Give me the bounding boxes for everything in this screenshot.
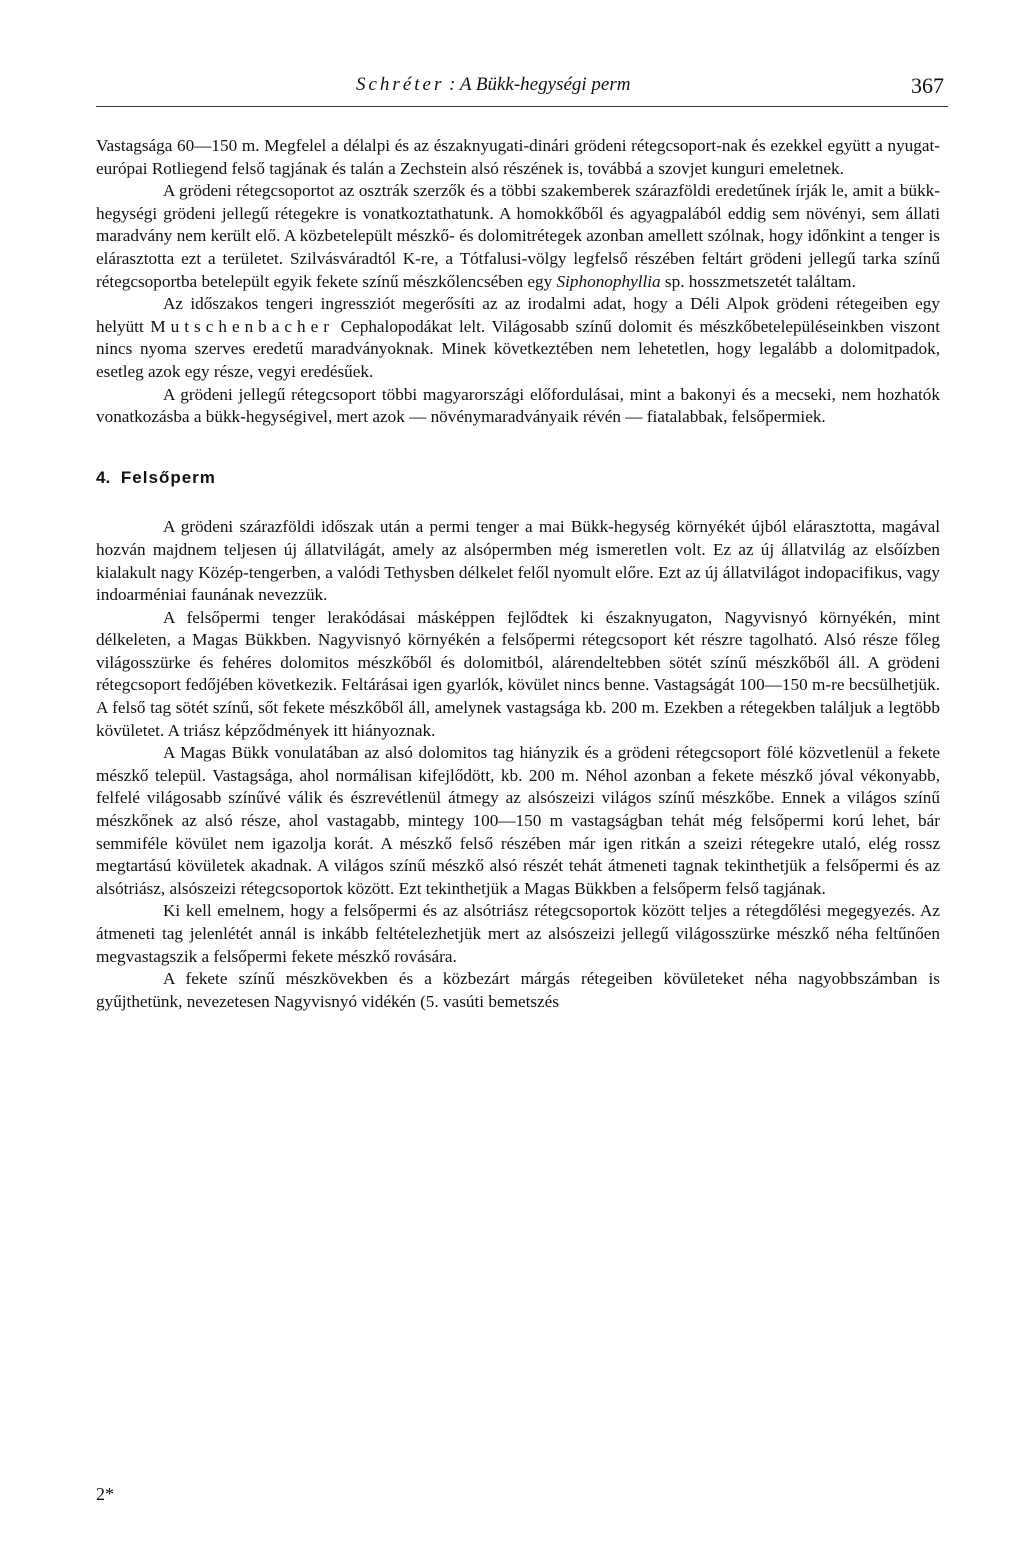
running-header	[96, 68, 948, 107]
section-title: Felsőperm	[120, 467, 216, 487]
paragraph: Az időszakos tengeri ingressziót megerősíti az az irodalmi adat, hogy a Déli Alpok grödeni rétegeiben egy helyütt Mutschenbacher Cephalopodákat lelt. Világosabb színű dolomit és mészkőbetelepüléseinkben viszont nincs nyoma szerves eredetű maradványoknak. Minek következtében nem lehetetlen, hogy legalább a dolomitpadok, esetleg azok egy része, vegyi eredésűek.	[96, 294, 940, 381]
taxon-name: Siphonophyllia	[556, 271, 661, 291]
section-number: 4.	[96, 467, 111, 487]
paragraph: Vastagsága 60—150 m. Megfelel a délalpi és az északnyugati-dinári grödeni rétegcsoport-nak és ezekkel együtt a nyugat-európai Rotliegend felső tagjának és talán a Zechstein alsó részének is, továbbá a szovjet kunguri emeletnek.	[96, 136, 940, 178]
paragraph: A grödeni rétegcsoportot az osztrák szerzők és a többi szakemberek szárazföldi eredetűnek írják le, amit a bükk-hegységi grödeni jellegű rétegekre is vonatkoztathatunk. A homokkőből és agyagpalából eddig sem növényi, sem állati maradvány nem került elő. A közbetelepült mészkő- és dolomitrétegek azonban amellett szólnak, hogy időnkint a tenger is elárasztotta ezt a területet. Szilvásváradtól K-re, a Tótfalusi-völgy legfelső részében feltárt grödeni jellegű tarka színű rétegcsoportba betelepült egyik fekete színű mészkőlencsében egy Siphonophyllia sp. hosszmetszetét találtam.	[96, 181, 940, 291]
paragraph: A grödeni jellegű rétegcsoport többi magyarországi előfordulásai, mint a bakonyi és a mecseki, nem hozhatók vonatkozásba a bükk-hegységivel, mert azok — növénymaradványaik révén — fiatalabbak, felsőpermiek.	[96, 384, 940, 427]
section-heading	[96, 467, 940, 490]
running-head	[356, 74, 630, 96]
paragraph: A grödeni szárazföldi időszak után a permi tenger a mai Bükk-hegység környékét újból elárasztotta, magával hozván majdnem teljesen új állatvilágát, amely az alsópermben még ismeretlen volt. Ez az új állatvilág az elsőízben kialakult nagy Közép-tengerben, a valódi Tethysben délkelet felől nyomult előre. Ezt az új állatvilágot indopacifikus, vagy indoarméniai faunának nevezzük.	[96, 517, 940, 605]
author-name: Mutschenbacher	[150, 316, 334, 336]
paragraph: Ki kell emelnem, hogy a felsőpermi és az alsótriász rétegcsoportok között teljes a rétegdőlési megegyezés. Az átmeneti tag jelenlétét annál is inkább feltételezhetjük mert az alsószeizi jellegű világosszürke mészkő néha feltűnően megvastagszik a felsőpermi fekete mészkő rovására.	[96, 901, 940, 966]
running-head-author: Schréter	[356, 74, 445, 95]
running-head-separator: :	[449, 74, 456, 95]
paragraph: A Magas Bükk vonulatában az alsó dolomitos tag hiányzik és a grödeni rétegcsoport fölé közvetlenül a fekete mészkő települ. Vastagsága, ahol normálisan kifejlődött, kb. 200 m. Néhol azonban a fekete mészkő jóval vékonyabb, felfelé világosabb színűvé válik és észrevétlenül átmegy az alsószeizi világos színű mészkőbe. Ennek a világos színű mészkőnek az alsó része, ahol vastagabb, mintegy 100—150 m vastagságban tehát még felsőpermi korú lehet, bár semmiféle kövület nem igazolja korát. A mészkő felső részében már igen ritkán a szeizi rétegekre utaló, elég rossz megtartású kövületek akadnak. A világos színű mészkő alsó részét tehát átmeneti tagnak tekinthetjük a felsőpermi és az alsótriász, alsószeizi rétegcsoportok között. Ezt tekinthetjük a Magas Bükkben a felsőperm felső tagjának.	[96, 743, 940, 898]
article-body	[96, 135, 940, 1013]
page-number: 367	[911, 73, 944, 98]
paragraph: A fekete színű mészkövekben és a közbezárt márgás rétegeiben kövületeket néha nagyobbszámban is gyűjthetünk, nevezetesen Nagyvisnyó vidékén (5. vasúti bemetszés	[96, 969, 940, 1011]
signature-mark: 2*	[96, 1484, 114, 1504]
paragraph: A felsőpermi tenger lerakódásai másképpen fejlődtek ki északnyugaton, Nagyvisnyó környékén, mint délkeleten, a Magas Bükkben. Nagyvisnyó környékén a felsőpermi rétegcsoport két részre tagolható. Alsó része főleg világosszürke és fehéres dolomitos mészkőből és dolomitból, alárendeltebben sötét színű mészkőből áll. A grödeni rétegcsoport fedőjében következik. Feltárásai igen gyarlók, kövület nincs benne. Vastagságát 100—150 m-re becsülhetjük. A felső tag sötét színű, sőt fekete mészkőből áll, amelynek vastagsága kb. 200 m. Ezekben a rétegekben találjuk a legtöbb kövületet. A triász képződmények itt hiányoznak.	[96, 607, 940, 740]
running-head-title: A Bükk-hegységi perm	[459, 74, 631, 95]
